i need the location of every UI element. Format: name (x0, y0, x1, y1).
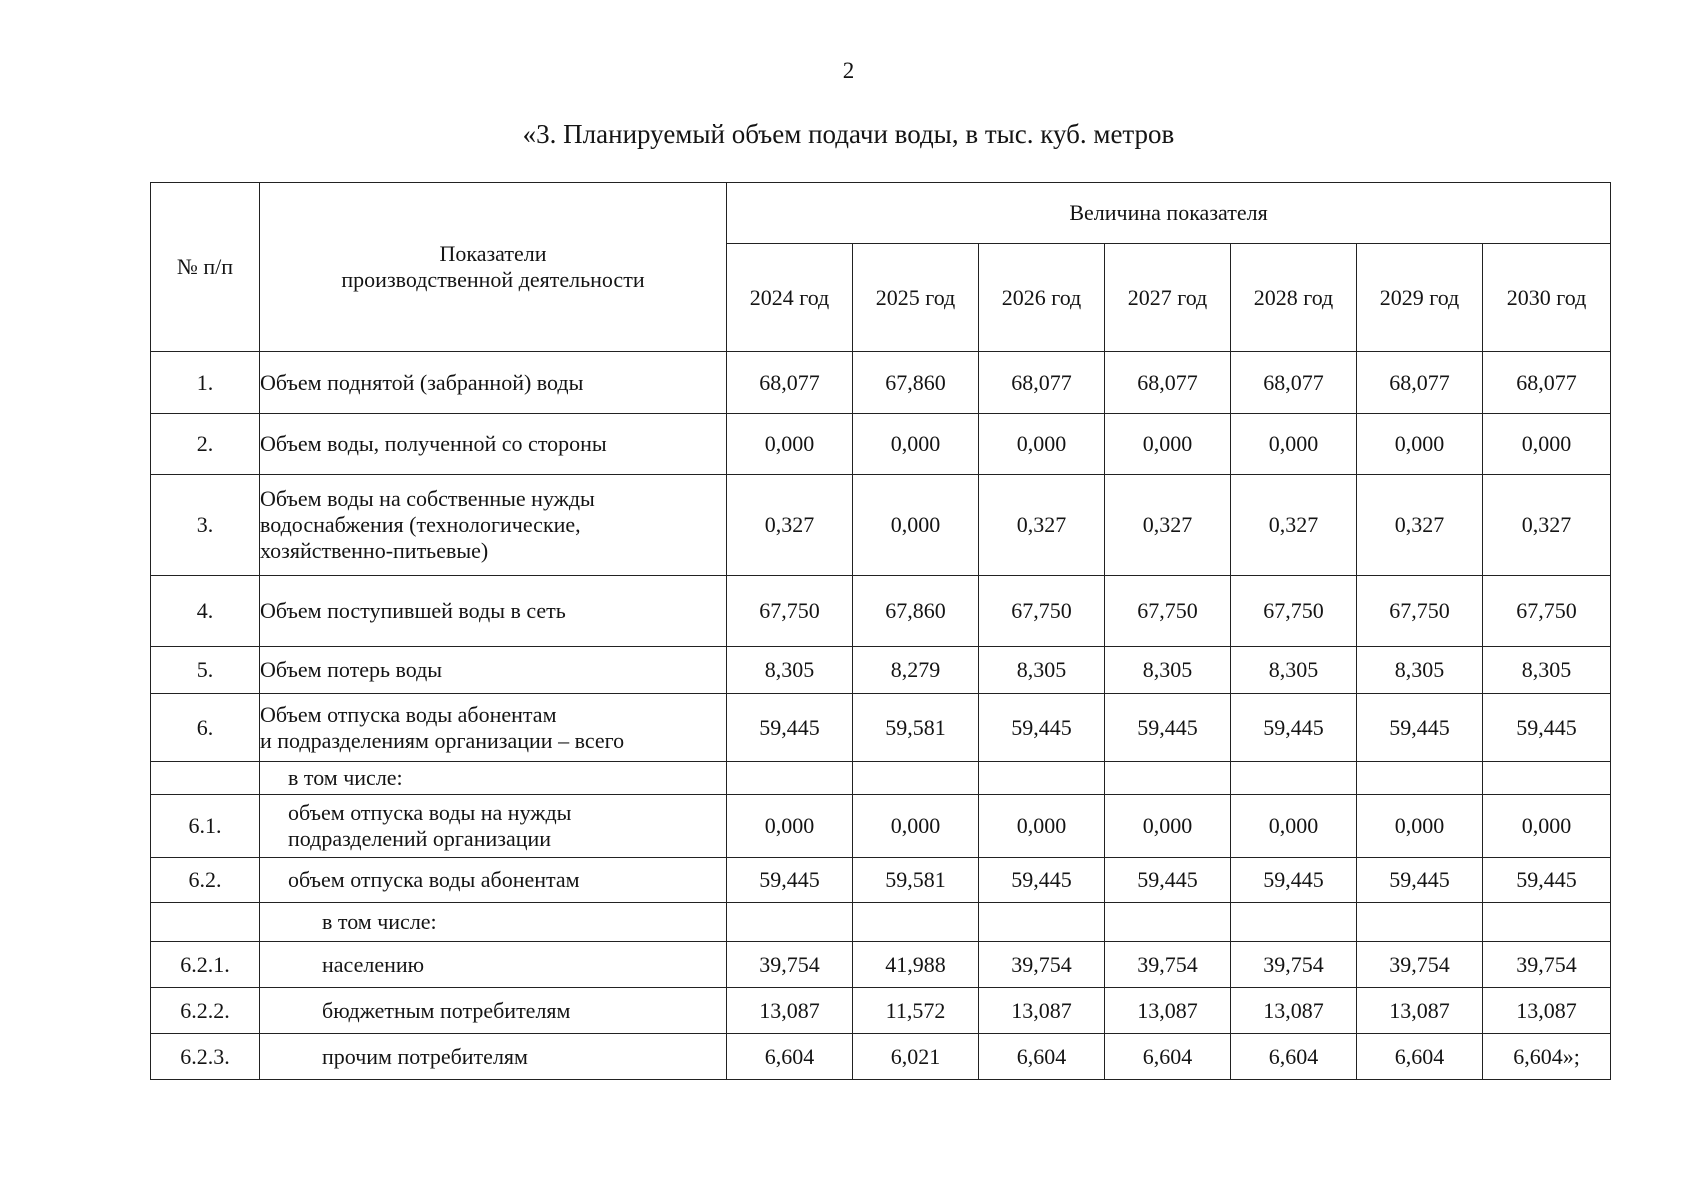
row-value: 41,988 (853, 942, 979, 988)
header-year: 2027 год (1105, 244, 1231, 352)
row-name-line: Объем отпуска воды абонентам (260, 701, 557, 727)
row-value: 6,021 (853, 1034, 979, 1080)
row-name-line: водоснабжения (технологические, (260, 512, 581, 537)
row-value: 13,087 (727, 988, 853, 1034)
table-row (151, 795, 1611, 858)
row-value: 0,000 (979, 795, 1105, 858)
header-row-1 (151, 183, 1611, 244)
row-value: 6,604 (1105, 1034, 1231, 1080)
row-value: 39,754 (1231, 942, 1357, 988)
row-name-line: прочим потребителям (322, 1043, 528, 1069)
table-row (151, 1034, 1611, 1080)
row-value: 59,445 (1105, 858, 1231, 903)
row-value: 59,445 (1483, 694, 1611, 762)
row-num: 6.1. (151, 795, 260, 858)
row-name-line: подразделений организации (288, 826, 552, 851)
header-name-line: Показатели (439, 241, 547, 266)
table-row (151, 414, 1611, 475)
page-number: 2 (842, 58, 855, 83)
row-value: 67,750 (1357, 576, 1483, 647)
header-year: 2030 год (1483, 244, 1611, 352)
row-value: 59,445 (1357, 694, 1483, 762)
row-num: 2. (151, 414, 260, 475)
row-name (260, 988, 727, 1034)
header-name-line: производственной деятельности (341, 267, 645, 292)
row-value: 67,750 (1105, 576, 1231, 647)
row-value: 59,445 (979, 858, 1105, 903)
row-name (260, 414, 727, 475)
row-value: 8,279 (853, 647, 979, 694)
row-value: 68,077 (727, 352, 853, 414)
row-value: 6,604 (1357, 1034, 1483, 1080)
row-value: 0,000 (853, 414, 979, 475)
row-name-line: Объем воды на собственные нужды (260, 486, 595, 511)
row-name-line: объем отпуска воды абонентам (288, 867, 580, 892)
row-value: 68,077 (1231, 352, 1357, 414)
row-value: 67,860 (853, 352, 979, 414)
table-row (151, 988, 1611, 1034)
row-value: 68,077 (1105, 352, 1231, 414)
row-name (260, 903, 727, 942)
row-value: 13,087 (1105, 988, 1231, 1034)
row-value: 0,000 (1357, 414, 1483, 475)
row-name-line: в том числе: (322, 909, 437, 934)
header-year: 2025 год (853, 244, 979, 352)
row-value: 39,754 (727, 942, 853, 988)
row-value: 0,000 (979, 414, 1105, 475)
row-value: 0,000 (727, 795, 853, 858)
table-row (151, 694, 1611, 762)
row-name (260, 576, 727, 647)
row-value: 13,087 (979, 988, 1105, 1034)
row-name-line: Объем потерь воды (260, 657, 443, 682)
row-value: 39,754 (1357, 942, 1483, 988)
row-num: 1. (151, 352, 260, 414)
row-value: 59,445 (1483, 858, 1611, 903)
row-name (260, 858, 727, 903)
table-row (151, 576, 1611, 647)
row-name-line: в том числе: (288, 765, 403, 790)
row-value (1483, 903, 1611, 942)
header-year: 2029 год (1357, 244, 1483, 352)
row-num (151, 762, 260, 795)
row-name-line: Объем воды, полученной со стороны (260, 431, 607, 456)
row-num: 4. (151, 576, 260, 647)
row-num: 6.2. (151, 858, 260, 903)
row-value: 13,087 (1231, 988, 1357, 1034)
row-value: 6,604 (727, 1034, 853, 1080)
row-value: 0,000 (1231, 795, 1357, 858)
row-value (979, 903, 1105, 942)
row-name (260, 942, 727, 988)
row-value: 6,604 (1231, 1034, 1357, 1080)
row-value: 6,604»; (1483, 1034, 1611, 1080)
row-name (260, 352, 727, 414)
row-name-line: объем отпуска воды на нужды (288, 800, 572, 825)
row-value: 68,077 (1357, 352, 1483, 414)
row-name-line: хозяйственно-питьевые) (260, 538, 489, 563)
row-value (1357, 762, 1483, 795)
row-name-line: Объем поднятой (забранной) воды (260, 369, 584, 395)
table-row (151, 647, 1611, 694)
row-value: 67,750 (979, 576, 1105, 647)
header-group: Величина показателя (727, 183, 1611, 244)
row-num: 6. (151, 694, 260, 762)
row-value: 59,445 (727, 858, 853, 903)
row-value: 59,445 (1231, 858, 1357, 903)
row-value: 59,445 (1357, 858, 1483, 903)
row-value: 0,327 (1483, 475, 1611, 576)
row-value: 0,000 (1483, 795, 1611, 858)
row-value: 39,754 (1483, 942, 1611, 988)
row-value: 67,750 (1231, 576, 1357, 647)
indicators-table (150, 182, 1611, 1080)
header-year: 2028 год (1231, 244, 1357, 352)
row-value (853, 903, 979, 942)
row-value: 0,000 (727, 414, 853, 475)
row-value: 59,581 (853, 858, 979, 903)
row-value: 0,327 (1231, 475, 1357, 576)
row-name-line: бюджетным потребителям (322, 997, 571, 1023)
row-num: 6.2.3. (151, 1034, 260, 1080)
row-value: 8,305 (1231, 647, 1357, 694)
row-num: 3. (151, 475, 260, 576)
header-year: 2024 год (727, 244, 853, 352)
table-row (151, 475, 1611, 576)
row-name (260, 694, 727, 762)
row-name-line: населению (322, 951, 425, 977)
row-value: 59,445 (1105, 694, 1231, 762)
row-value: 68,077 (1483, 352, 1611, 414)
row-value: 0,327 (1357, 475, 1483, 576)
row-value (1231, 762, 1357, 795)
row-name (260, 647, 727, 694)
row-value (853, 762, 979, 795)
table-row (151, 903, 1611, 942)
row-value (727, 903, 853, 942)
row-num (151, 903, 260, 942)
row-value: 68,077 (979, 352, 1105, 414)
row-value: 8,305 (979, 647, 1105, 694)
row-value: 0,000 (1105, 795, 1231, 858)
row-num: 6.2.1. (151, 942, 260, 988)
row-value: 0,327 (979, 475, 1105, 576)
header-year: 2026 год (979, 244, 1105, 352)
header-name (260, 183, 727, 352)
row-value: 39,754 (1105, 942, 1231, 988)
table-row (151, 858, 1611, 903)
row-value: 8,305 (1483, 647, 1611, 694)
row-value: 67,860 (853, 576, 979, 647)
row-value: 8,305 (1105, 647, 1231, 694)
row-name-line: и подразделениям организации – всего (260, 727, 625, 753)
row-value: 13,087 (1357, 988, 1483, 1034)
row-value (1483, 762, 1611, 795)
row-value: 0,000 (1105, 414, 1231, 475)
row-value: 0,327 (727, 475, 853, 576)
table-row (151, 352, 1611, 414)
table-row (151, 942, 1611, 988)
row-value: 6,604 (979, 1034, 1105, 1080)
row-value: 0,000 (1231, 414, 1357, 475)
row-value: 39,754 (979, 942, 1105, 988)
row-value: 59,445 (727, 694, 853, 762)
row-name (260, 475, 727, 576)
row-value: 59,445 (1231, 694, 1357, 762)
row-num: 6.2.2. (151, 988, 260, 1034)
row-value: 13,087 (1483, 988, 1611, 1034)
document-title: «3. Планируемый объем подачи воды, в тыс. куб. метров (522, 119, 1175, 149)
row-value: 0,000 (1357, 795, 1483, 858)
header-num: № п/п (151, 183, 260, 352)
row-value (1105, 903, 1231, 942)
row-num: 5. (151, 647, 260, 694)
row-value: 0,000 (853, 795, 979, 858)
row-value: 59,581 (853, 694, 979, 762)
row-value: 8,305 (727, 647, 853, 694)
row-value (1357, 903, 1483, 942)
row-value: 59,445 (979, 694, 1105, 762)
row-value (979, 762, 1105, 795)
row-value: 0,000 (853, 475, 979, 576)
row-value: 67,750 (1483, 576, 1611, 647)
row-value: 8,305 (1357, 647, 1483, 694)
row-name-line: Объем поступившей воды в сеть (260, 598, 566, 623)
row-name (260, 1034, 727, 1080)
row-value: 67,750 (727, 576, 853, 647)
row-value (727, 762, 853, 795)
row-value: 0,000 (1483, 414, 1611, 475)
row-name (260, 795, 727, 858)
table-row (151, 762, 1611, 795)
row-value (1105, 762, 1231, 795)
row-name (260, 762, 727, 795)
row-value (1231, 903, 1357, 942)
row-value: 0,327 (1105, 475, 1231, 576)
row-value: 11,572 (853, 988, 979, 1034)
